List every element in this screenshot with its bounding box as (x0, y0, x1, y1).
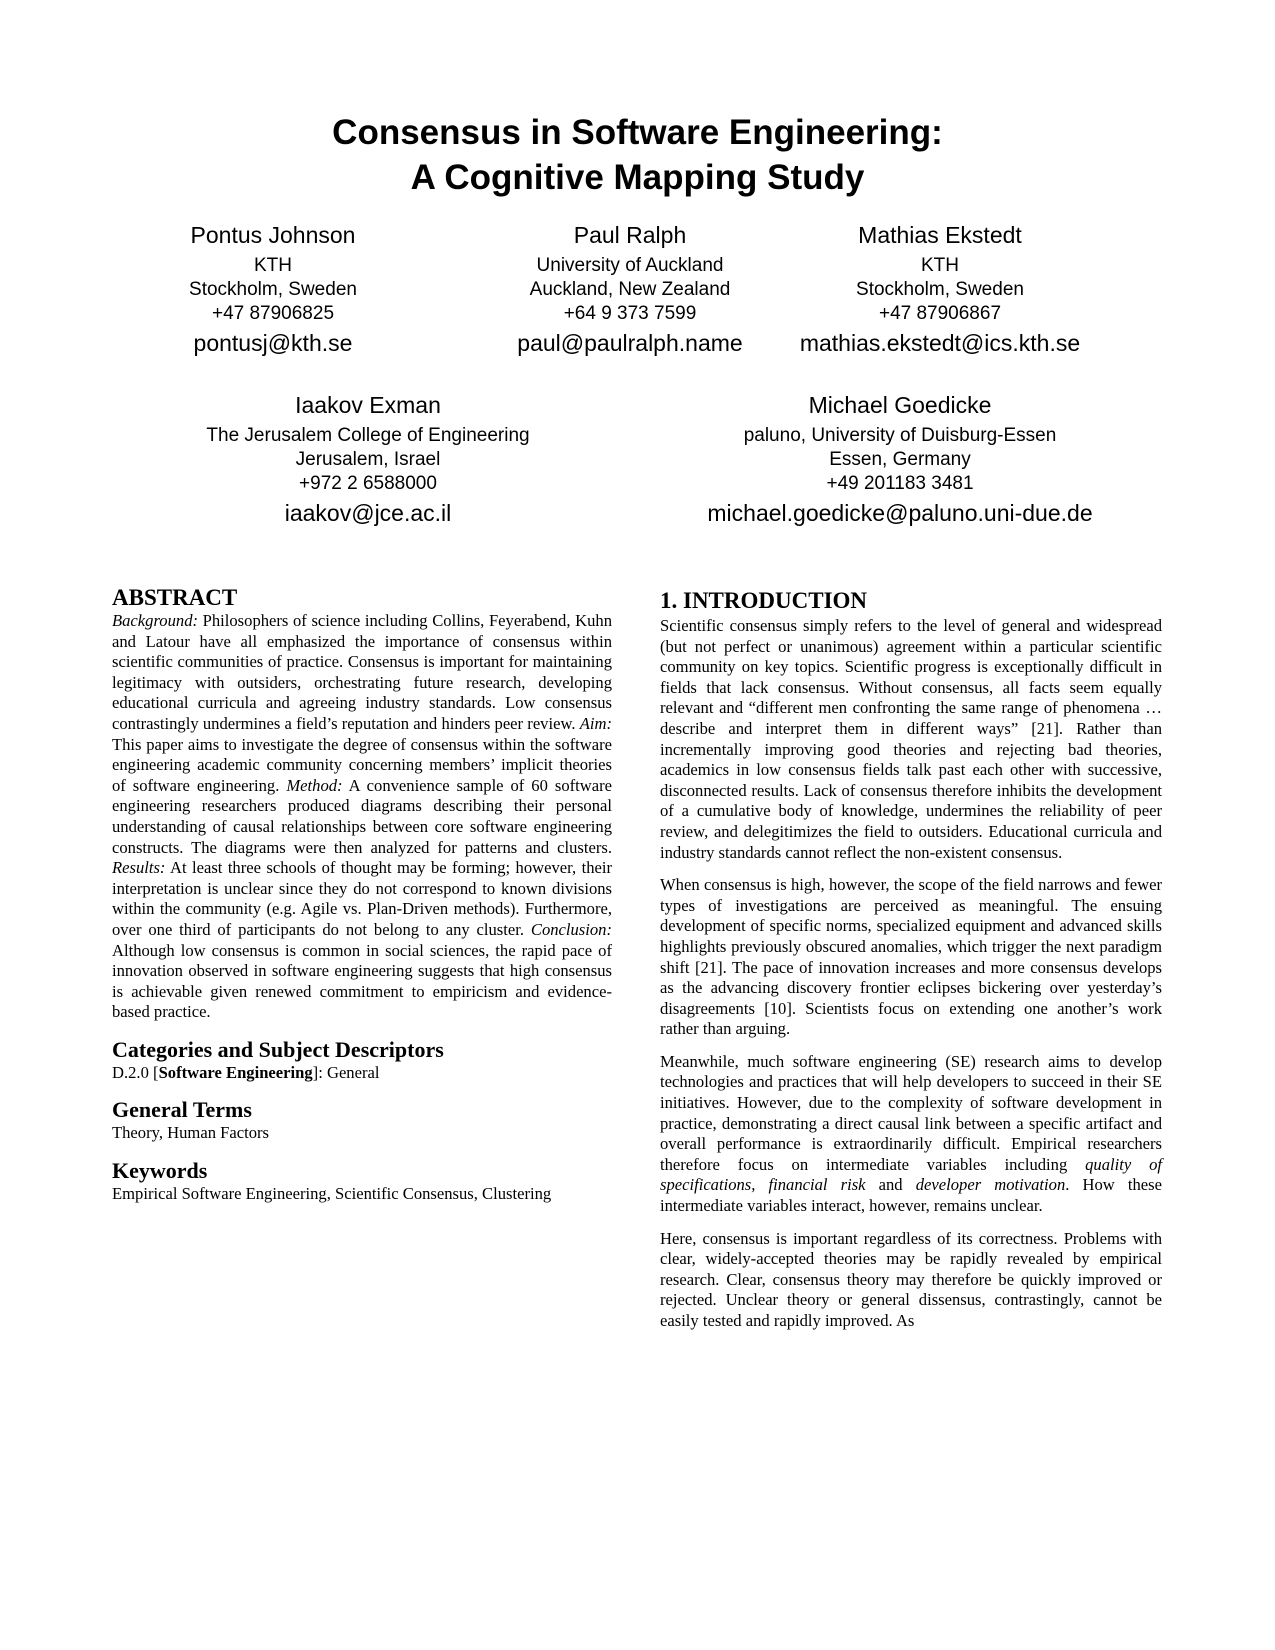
intro-paragraph-1: Scientific consensus simply refers to the level of general and widespread (but not perfect or unanimous) agreement within a particular scientific community on key topics. Scientific progress is exceptionally difficult in fields that lack consensus. Without consensus, all facts seem equally relevant and “different men confronting the same range of phenomena … describe and interpret them in different ways” [21]. Rather than incrementally improving good theories and rejecting bad theories, academics in low consensus fields talk past each other with successive, disconnected results. Lack of consensus therefore inhibits the development of a cumulative body of knowledge, undermines the reliability of peer review, and delegitimizes the field to outsiders. Educational curricula and industry standards cannot reflect the non-existent consensus. (660, 616, 1162, 862)
author-affiliation: KTH (254, 255, 292, 276)
author-name: Pontus Johnson (190, 222, 356, 248)
author-affiliation: The Jerusalem College of Engineering (206, 425, 530, 446)
keywords-section (112, 1158, 612, 1205)
general-terms-heading: General Terms (112, 1097, 252, 1123)
author-phone: +47 87906867 (878, 303, 1002, 324)
author-location: Stockholm, Sweden (856, 279, 1024, 300)
intro-p3-text-c: . How these intermediate variables interact, however, remains unclear. (660, 1175, 1162, 1216)
author-phone: +47 87906825 (211, 303, 335, 324)
author-affiliation: paluno, University of Duisburg-Essen (743, 425, 1057, 446)
author-affiliation: University of Auckland (536, 255, 724, 276)
abstract-aim-text: This paper aims to investigate the degree of consensus within the software engineering academic community concerning members’ implicit theories of software engineering. (112, 734, 612, 795)
abstract-background-label: Background: (112, 611, 199, 630)
abstract-method-label: Method: (286, 775, 343, 795)
intro-paragraph-4: Here, consensus is important regardless of its correctness. Problems with clear, widely-accepted theories may be rapidly revealed by empirical research. Clear, consensus theory may therefore be quickly improved or rejected. Unclear theory or general dissensus, contrastingly, cannot be easily tested and rapidly improved. As (660, 1228, 1162, 1330)
author-email[interactable]: michael.goedicke@paluno.uni-due.de (707, 500, 1093, 526)
categories-rest: ]: General (312, 1062, 380, 1082)
categories-section (112, 1037, 612, 1084)
intro-p3-italic-1: quality of specifications, financial risk (660, 1154, 1162, 1195)
categories-text (112, 1063, 612, 1084)
author-block (790, 220, 1090, 358)
author-location: Essen, Germany (829, 449, 971, 470)
introduction-heading: 1. INTRODUCTION (660, 588, 868, 613)
abstract-heading: ABSTRACT (112, 585, 238, 610)
title-line-2: A Cognitive Mapping Study (410, 158, 865, 197)
abstract-method-text: A convenience sample of 60 software engineering researchers produced diagrams describing their personal understanding of causal relationships between core software engineering constructs. The diagrams were then analyzed for patterns and clusters. (112, 775, 613, 857)
author-name: Mathias Ekstedt (858, 222, 1022, 248)
abstract-aim-label: Aim: (579, 713, 612, 733)
general-terms-section (112, 1097, 612, 1144)
intro-p3-italic-2: developer motivation (915, 1175, 1066, 1195)
abstract-results-label: Results: (112, 858, 166, 878)
intro-paragraph-3 (660, 1052, 1162, 1217)
keywords-heading: Keywords (112, 1158, 208, 1184)
author-block (148, 220, 398, 358)
paper-title (0, 110, 1275, 200)
author-location: Stockholm, Sweden (189, 279, 357, 300)
intro-p3-text-b: and (865, 1175, 916, 1195)
title-line-1: Consensus in Software Engineering: (332, 113, 943, 152)
author-name: Iaakov Exman (295, 392, 441, 418)
intro-paragraph-2: When consensus is high, however, the scope of the field narrows and fewer types of investigations are perceived as meaningful. The ensuing development of specific norms, specialized equipment and advanced skills highlights previously obscured anomalies, which trigger the next paradigm shift [21]. The pace of innovation increases and more consensus develops as the advancing discovery frontier eclipses bickering over yesterday’s disagreements [10]. Scientists focus on extending one another’s work rather than arguing. (660, 875, 1162, 1039)
author-email[interactable]: mathias.ekstedt@ics.kth.se (799, 330, 1081, 356)
abstract-background-text: Philosophers of science including Collins, Feyerabend, Kuhn and Latour have all emphasized the importance of consensus within scientific communities of practice. Consensus is important for maintaining legitimacy with outsiders, orchestrating future research, developing educational curricula and agreeing industry standards. Low consensus contrastingly undermines a field’s reputation and hinders peer review. (112, 611, 612, 733)
author-email[interactable]: pontusj@kth.se (193, 330, 353, 356)
author-affiliation: KTH (921, 255, 959, 276)
author-name: Paul Ralph (573, 222, 687, 248)
author-phone: +64 9 373 7599 (563, 303, 697, 324)
left-column (112, 585, 612, 1205)
author-location: Jerusalem, Israel (295, 449, 441, 470)
author-block (680, 390, 1120, 528)
general-terms-text: Theory, Human Factors (112, 1123, 269, 1143)
right-column (660, 588, 1162, 1332)
categories-heading: Categories and Subject Descriptors (112, 1036, 444, 1062)
abstract-conclusion-label: Conclusion: (530, 919, 612, 939)
author-phone: +972 2 6588000 (299, 473, 437, 494)
abstract-results-text: At least three schools of thought may be forming; however, their interpretation is unclear since they do not correspond to known divisions within the community (e.g. Agile vs. Plan-Driven methods). Furthermore, over one third of participants do not belong to any cluster. (112, 858, 612, 939)
author-block (178, 390, 558, 528)
author-block (480, 220, 780, 358)
keywords-text: Empirical Software Engineering, Scientific Consensus, Clustering (112, 1184, 552, 1204)
author-location: Auckland, New Zealand (529, 279, 731, 300)
categories-bold: Software Engineering (158, 1062, 313, 1082)
author-name: Michael Goedicke (808, 392, 992, 418)
intro-p3-text-a: Meanwhile, much software engineering (SE) research aims to develop technologies and practices that will help developers to succeed in their SE initiatives. However, due to the complexity of software development in practice, demonstrating a direct causal link between a specific artifact and overall performance is extraordinarily difficult. Empirical researchers therefore focus on intermediate variables including (660, 1051, 1162, 1174)
abstract-conclusion-text: Although low consensus is common in social sciences, the rapid pace of innovation observed in software engineering suggests that high consensus is achievable given renewed commitment to empiricism and evidence-based practice. (112, 940, 612, 1022)
abstract-text (112, 611, 612, 1023)
author-email[interactable]: paul@paulralph.name (517, 330, 743, 356)
author-email[interactable]: iaakov@jce.ac.il (284, 500, 452, 526)
author-phone: +49 201183 3481 (826, 473, 974, 494)
categories-code: D.2.0 [ (112, 1062, 159, 1082)
